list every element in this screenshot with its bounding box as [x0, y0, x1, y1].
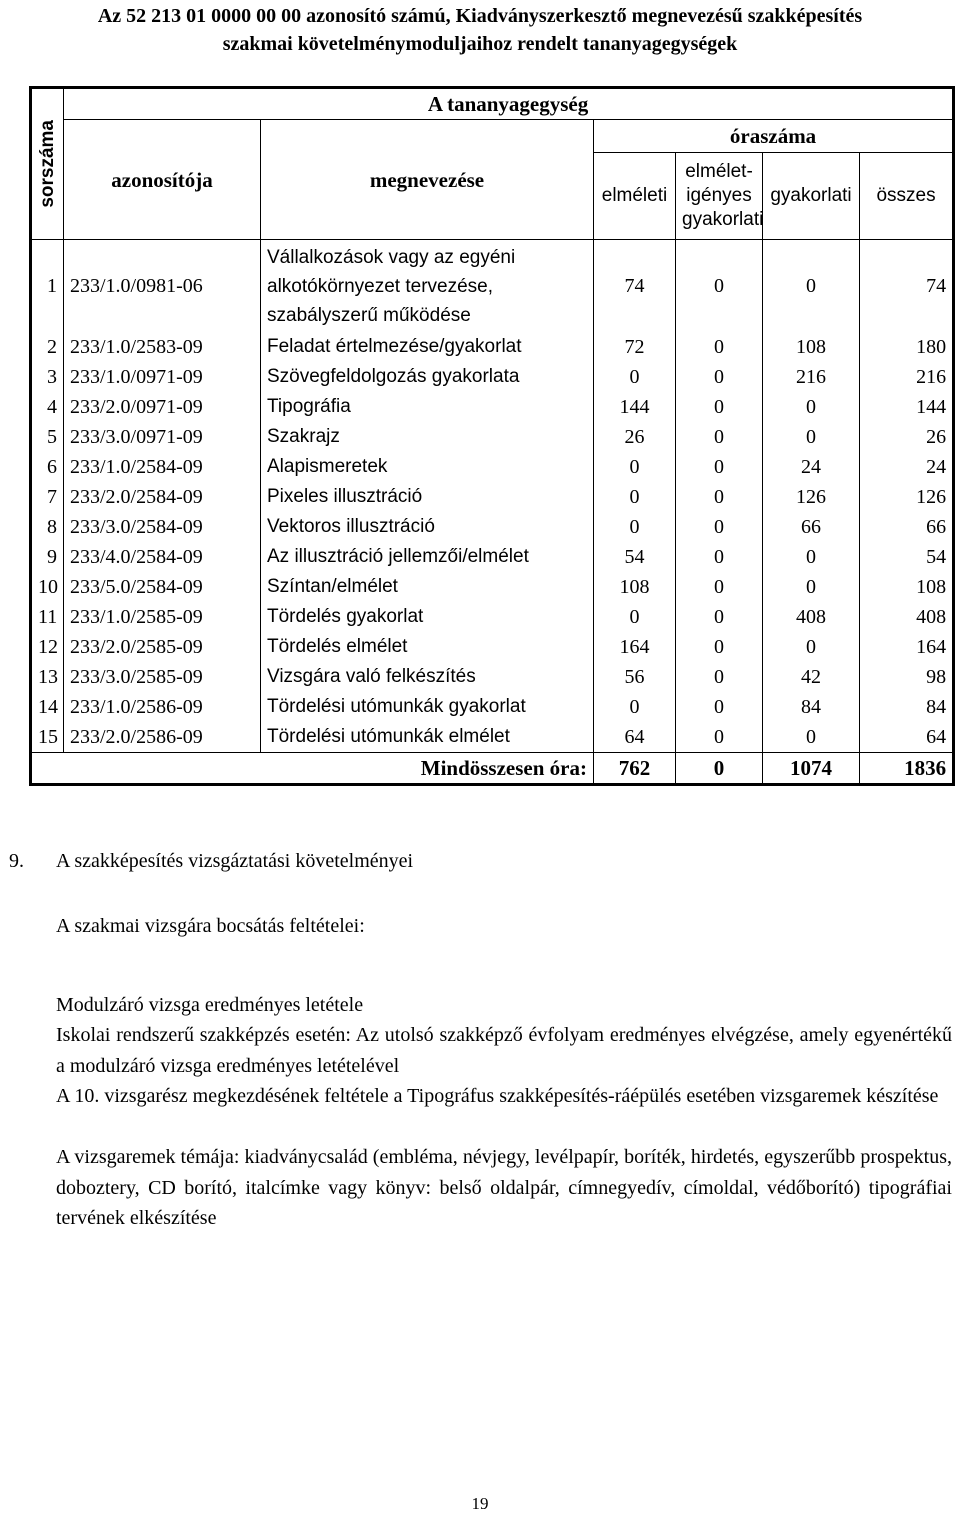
cell-elmelet-igenyes: 0 — [676, 602, 763, 632]
header-hours-title: óraszáma — [594, 120, 954, 153]
cell-gyakorlati: 24 — [763, 452, 860, 482]
cell-gyakorlati: 0 — [763, 240, 860, 333]
cell-no: 7 — [31, 482, 64, 512]
cell-osszes: 64 — [860, 722, 954, 753]
cell-no: 2 — [31, 332, 64, 362]
cell-elmelet-igenyes: 0 — [676, 332, 763, 362]
cell-id: 233/1.0/2584-09 — [64, 452, 261, 482]
cell-elmelet-igenyes: 0 — [676, 722, 763, 753]
header-group-title: A tananyagegység — [64, 88, 954, 120]
table-row — [31, 422, 954, 452]
cell-elmelet-igenyes: 0 — [676, 362, 763, 392]
cell-name: Vállalkozások vagy az egyéni alkotókörnyezet tervezése, szabályszerű működése — [261, 240, 594, 333]
cell-id: 233/3.0/2585-09 — [64, 662, 261, 692]
total-elmelet-igenyes: 0 — [676, 753, 763, 785]
cell-no: 15 — [31, 722, 64, 753]
cell-elmeleti: 0 — [594, 602, 676, 632]
cell-osszes: 98 — [860, 662, 954, 692]
cell-gyakorlati: 216 — [763, 362, 860, 392]
cell-no: 10 — [31, 572, 64, 602]
cell-no: 12 — [31, 632, 64, 662]
cell-elmelet-igenyes: 0 — [676, 662, 763, 692]
cell-id: 233/3.0/2584-09 — [64, 512, 261, 542]
cell-name: Szövegfeldolgozás gyakorlata — [261, 362, 594, 392]
header-elmeleti: elméleti — [594, 153, 676, 240]
header-megnevezese: megnevezése — [261, 120, 594, 240]
table-row — [31, 602, 954, 632]
paragraph-2: Iskolai rendszerű szakképzés esetén: Az utolsó szakképző évfolyam eredményes elvégzése, amely egyenértékű a modulzáró vizsga eredményes letételével — [56, 1024, 952, 1077]
cell-osszes: 54 — [860, 542, 954, 572]
cell-id: 233/1.0/0971-09 — [64, 362, 261, 392]
total-elmeleti: 762 — [594, 753, 676, 785]
cell-gyakorlati: 0 — [763, 572, 860, 602]
cell-elmeleti: 0 — [594, 692, 676, 722]
cell-osszes: 84 — [860, 692, 954, 722]
cell-name: Tördelés elmélet — [261, 632, 594, 662]
cell-name: Tördelési utómunkák gyakorlat — [261, 692, 594, 722]
total-osszes: 1836 — [860, 753, 954, 785]
cell-no: 14 — [31, 692, 64, 722]
cell-name: Vizsgára való felkészítés — [261, 662, 594, 692]
cell-elmeleti: 54 — [594, 542, 676, 572]
cell-elmeleti: 56 — [594, 662, 676, 692]
cell-osszes: 216 — [860, 362, 954, 392]
cell-elmelet-igenyes: 0 — [676, 422, 763, 452]
total-gyakorlati: 1074 — [763, 753, 860, 785]
cell-osszes: 180 — [860, 332, 954, 362]
table-row — [31, 572, 954, 602]
cell-elmeleti: 74 — [594, 240, 676, 333]
table-row — [31, 452, 954, 482]
header-sorszama-label: sorszáma — [36, 120, 58, 208]
cell-no: 3 — [31, 362, 64, 392]
cell-gyakorlati: 0 — [763, 722, 860, 753]
cell-elmeleti: 164 — [594, 632, 676, 662]
header-elmelet-igenyes: elmélet-igényes gyakorlati — [676, 153, 763, 240]
table-row — [31, 662, 954, 692]
cell-elmelet-igenyes: 0 — [676, 392, 763, 422]
cell-name: Az illusztráció jellemzői/elmélet — [261, 542, 594, 572]
cell-elmelet-igenyes: 0 — [676, 240, 763, 333]
cell-osszes: 164 — [860, 632, 954, 662]
cell-no: 4 — [31, 392, 64, 422]
document-heading — [0, 2, 960, 58]
cell-no: 8 — [31, 512, 64, 542]
table-row — [31, 240, 954, 333]
cell-name: Tördelés gyakorlat — [261, 602, 594, 632]
cell-elmeleti: 64 — [594, 722, 676, 753]
cell-id: 233/5.0/2584-09 — [64, 572, 261, 602]
table-row — [31, 692, 954, 722]
cell-gyakorlati: 84 — [763, 692, 860, 722]
cell-gyakorlati: 0 — [763, 632, 860, 662]
cell-elmeleti: 0 — [594, 362, 676, 392]
cell-elmelet-igenyes: 0 — [676, 452, 763, 482]
cell-elmeleti: 108 — [594, 572, 676, 602]
cell-osszes: 66 — [860, 512, 954, 542]
paragraph-4: A vizsgaremek témája: kiadványcsalád (embléma, névjegy, levélpapír, boríték, hirdetés, egyszerűbb prospektus, doboztery, CD borító, italcímke vagy könyv: belső oldalpár, címnegyedív, címoldal, védőborító) tipográfiai tervének elkészítése — [56, 1146, 952, 1229]
heading-line-2: szakmai követelménymoduljaihoz rendelt tananyagegységek — [222, 33, 738, 55]
cell-no: 6 — [31, 452, 64, 482]
paragraph-1: Modulzáró vizsga eredményes letétele — [56, 994, 364, 1016]
cell-id: 233/1.0/2586-09 — [64, 692, 261, 722]
cell-id: 233/2.0/2586-09 — [64, 722, 261, 753]
cell-name: Tipográfia — [261, 392, 594, 422]
cell-gyakorlati: 66 — [763, 512, 860, 542]
cell-id: 233/1.0/0981-06 — [64, 240, 261, 333]
cell-id: 233/3.0/0971-09 — [64, 422, 261, 452]
cell-osszes: 26 — [860, 422, 954, 452]
cell-name: Feladat értelmezése/gyakorlat — [261, 332, 594, 362]
cell-elmelet-igenyes: 0 — [676, 692, 763, 722]
cell-elmeleti: 0 — [594, 482, 676, 512]
header-osszes: összes — [860, 153, 954, 240]
cell-no: 9 — [31, 542, 64, 572]
cell-osszes: 408 — [860, 602, 954, 632]
cell-no: 5 — [31, 422, 64, 452]
header-azonositoja: azonosítója — [64, 120, 261, 240]
cell-elmelet-igenyes: 0 — [676, 572, 763, 602]
cell-elmeleti: 72 — [594, 332, 676, 362]
cell-elmeleti: 0 — [594, 512, 676, 542]
cell-id: 233/4.0/2584-09 — [64, 542, 261, 572]
table-row — [31, 542, 954, 572]
paragraph-3: A 10. vizsgarész megkezdésének feltétele a Tipográfus szakképesítés-ráépülés esetében vizsgaremek készítése — [56, 1085, 939, 1107]
section-subtitle: A szakmai vizsgára bocsátás feltételei: — [56, 915, 365, 937]
cell-gyakorlati: 0 — [763, 392, 860, 422]
cell-elmelet-igenyes: 0 — [676, 542, 763, 572]
cell-elmelet-igenyes: 0 — [676, 482, 763, 512]
cell-id: 233/1.0/2585-09 — [64, 602, 261, 632]
cell-elmeleti: 0 — [594, 452, 676, 482]
cell-name: Pixeles illusztráció — [261, 482, 594, 512]
cell-osszes: 126 — [860, 482, 954, 512]
cell-id: 233/2.0/2585-09 — [64, 632, 261, 662]
cell-elmelet-igenyes: 0 — [676, 512, 763, 542]
cell-name: Színtan/elmélet — [261, 572, 594, 602]
cell-osszes: 24 — [860, 452, 954, 482]
cell-gyakorlati: 408 — [763, 602, 860, 632]
cell-gyakorlati: 126 — [763, 482, 860, 512]
table-row — [31, 482, 954, 512]
header-sorszama — [31, 88, 64, 240]
cell-name: Szakrajz — [261, 422, 594, 452]
cell-osszes: 144 — [860, 392, 954, 422]
cell-elmeleti: 26 — [594, 422, 676, 452]
table-row — [31, 332, 954, 362]
cell-no: 13 — [31, 662, 64, 692]
cell-elmelet-igenyes: 0 — [676, 632, 763, 662]
cell-no: 11 — [31, 602, 64, 632]
table-row — [31, 362, 954, 392]
cell-name: Alapismeretek — [261, 452, 594, 482]
cell-gyakorlati: 108 — [763, 332, 860, 362]
cell-no: 1 — [31, 240, 64, 333]
page-number: 19 — [471, 1494, 489, 1513]
total-label: Mindösszesen óra: — [31, 753, 594, 785]
cell-name: Tördelési utómunkák elmélet — [261, 722, 594, 753]
cell-id: 233/2.0/2584-09 — [64, 482, 261, 512]
table-row — [31, 632, 954, 662]
section-heading: 9. A szakképesítés vizsgáztatási követelményei — [9, 850, 414, 872]
table-row — [31, 392, 954, 422]
cell-osszes: 74 — [860, 240, 954, 333]
table-row — [31, 512, 954, 542]
curriculum-table — [29, 86, 955, 786]
cell-elmeleti: 144 — [594, 392, 676, 422]
cell-id: 233/2.0/0971-09 — [64, 392, 261, 422]
table-row — [31, 722, 954, 753]
cell-gyakorlati: 0 — [763, 422, 860, 452]
cell-gyakorlati: 0 — [763, 542, 860, 572]
header-gyakorlati: gyakorlati — [763, 153, 860, 240]
cell-osszes: 108 — [860, 572, 954, 602]
cell-id: 233/1.0/2583-09 — [64, 332, 261, 362]
heading-line-1: Az 52 213 01 0000 00 00 azonosító számú, Kiadványszerkesztő megnevezésű szakképesítés — [97, 5, 863, 27]
cell-name: Vektoros illusztráció — [261, 512, 594, 542]
section-title: A szakképesítés vizsgáztatási követelményei — [56, 850, 414, 872]
cell-gyakorlati: 42 — [763, 662, 860, 692]
